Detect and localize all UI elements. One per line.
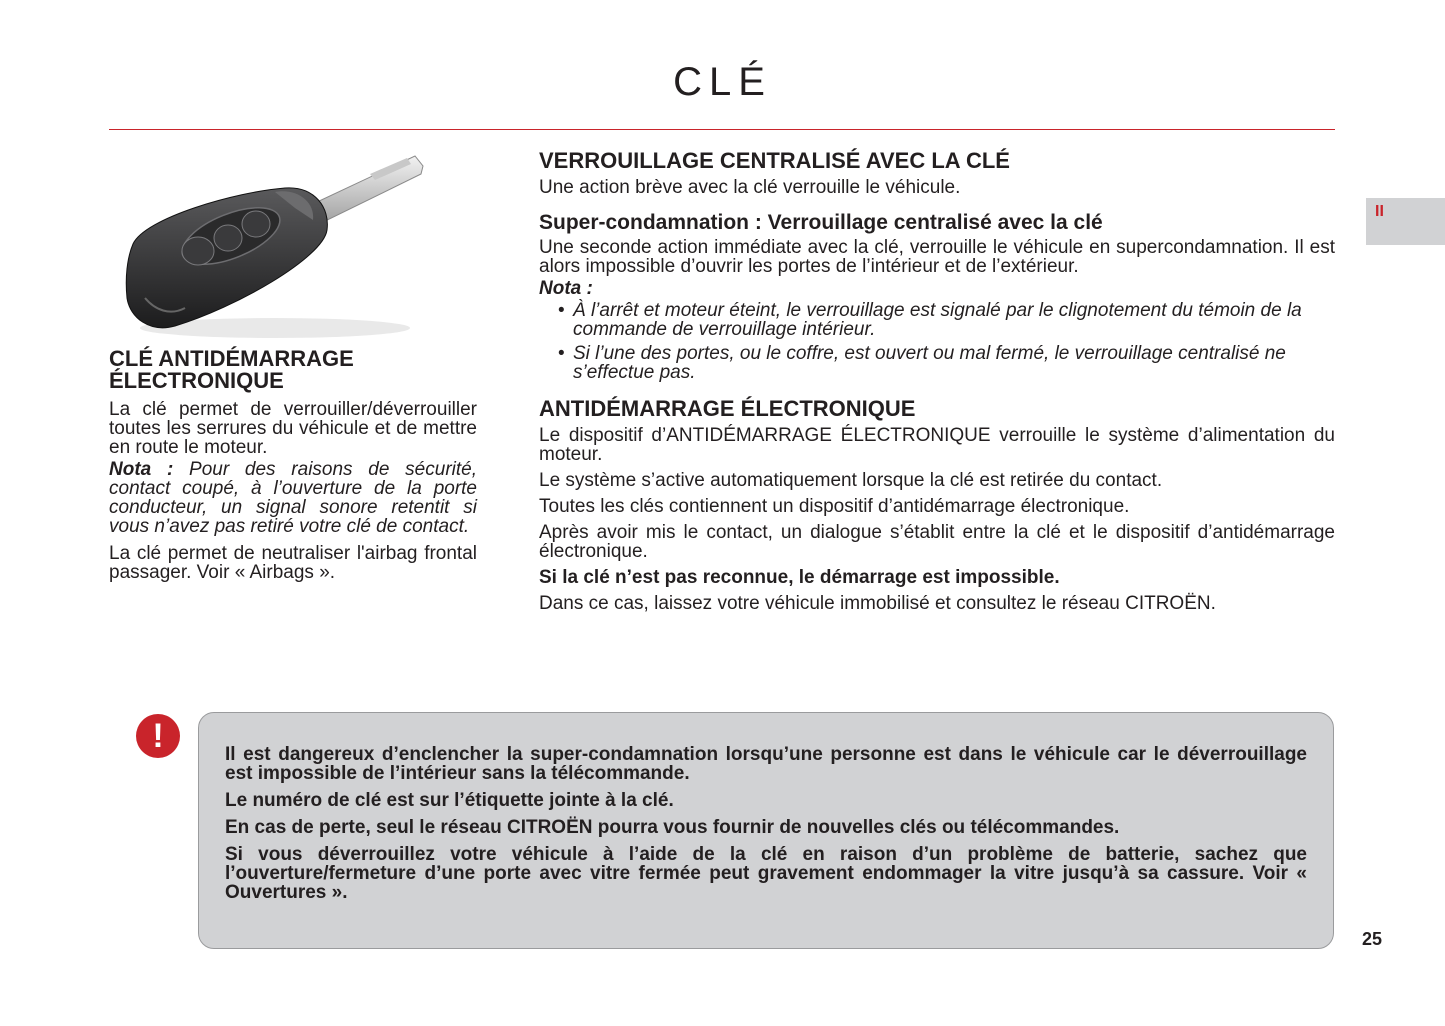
left-column xyxy=(109,348,477,582)
left-nota-text: Pour des raisons de sécurité, contact coupé, à l’ouverture de la porte conducteur, un signal sonore retentit si vous n’avez pas retiré votre clé de contact. xyxy=(109,459,477,537)
page-title: CLÉ xyxy=(673,60,772,104)
section2-text: Une seconde action immédiate avec la clé, verrouille le véhicule en supercondamnation. Il est alors impossible d’ouvrir les portes de l’intérieur et de l’extérieur. xyxy=(539,237,1335,277)
warning-p4: Si vous déverrouillez votre véhicule à l’aide de la clé en raison d’un problème de batterie, sachez que l’ouverture/fermeture d’une porte avec vitre fermée peut gravement endommager la vitre jusqu’à sa cassure. Voir « Ouvertures ». xyxy=(225,844,1307,903)
chapter-tab-label: II xyxy=(1375,203,1384,220)
warning-icon: ! xyxy=(136,714,180,758)
chapter-tab xyxy=(1366,198,1445,245)
section3-p2: Le système s’active automatiquement lorsque la clé est retirée du contact. xyxy=(539,470,1163,491)
section3-p4: Après avoir mis le contact, un dialogue s’établit entre la clé et le dispositif d’antidémarrage électronique. xyxy=(539,522,1335,562)
section2-notes xyxy=(539,301,1335,382)
left-heading: CLÉ ANTIDÉMARRAGE ÉLECTRONIQUE xyxy=(109,346,354,393)
warning-box xyxy=(198,712,1334,949)
section2-heading: Super-condamnation : Verrouillage centralisé avec la clé xyxy=(539,211,1103,234)
right-column xyxy=(539,150,1335,613)
note-item: • À l’arrêt et moteur éteint, le verrouillage est signalé par le clignotement du témoin de la commande de verrouillage intérieur. xyxy=(573,301,1335,339)
warning-p3: En cas de perte, seul le réseau CITROËN pourra vous fournir de nouvelles clés ou télécommandes. xyxy=(225,817,1120,838)
section1-text: Une action brève avec la clé verrouille le véhicule. xyxy=(539,177,961,198)
key-illustration xyxy=(115,148,435,343)
section1-heading: VERROUILLAGE CENTRALISÉ AVEC LA CLÉ xyxy=(539,148,1010,173)
section3-p1: Le dispositif d’ANTIDÉMARRAGE ÉLECTRONIQUE verrouille le système d’alimentation du moteur. xyxy=(539,425,1335,465)
section3-heading: ANTIDÉMARRAGE ÉLECTRONIQUE xyxy=(539,396,916,421)
left-para-2: La clé permet de neutraliser l'airbag frontal passager. Voir « Airbags ». xyxy=(109,543,477,583)
warning-p2: Le numéro de clé est sur l’étiquette jointe à la clé. xyxy=(225,790,674,811)
section3-p6: Dans ce cas, laissez votre véhicule immobilisé et consultez le réseau CITROËN. xyxy=(539,593,1216,614)
section3-p3: Toutes les clés contiennent un dispositif d’antidémarrage électronique. xyxy=(539,496,1130,517)
warning-text xyxy=(225,745,1307,910)
left-nota-label: Nota : xyxy=(109,459,174,480)
section2-nota-label: Nota : xyxy=(539,278,593,299)
note-item: • Si l’une des portes, ou le coffre, est ouvert ou mal fermé, le verrouillage centralisé ne s’effectue pas. xyxy=(573,344,1335,382)
warning-p1: Il est dangereux d’enclencher la super-condamnation lorsqu’une personne est dans le véhicule car le déverrouillage est impossible de l’intérieur sans la télécommande. xyxy=(225,744,1307,784)
left-para-1: La clé permet de verrouiller/déverrouiller toutes les serrures du véhicule et de mettre en route le moteur. xyxy=(109,399,477,458)
title-divider xyxy=(109,129,1335,130)
page-number: 25 xyxy=(1362,929,1383,949)
left-nota xyxy=(109,460,477,536)
section3-p5: Si la clé n’est pas reconnue, le démarrage est impossible. xyxy=(539,567,1060,588)
